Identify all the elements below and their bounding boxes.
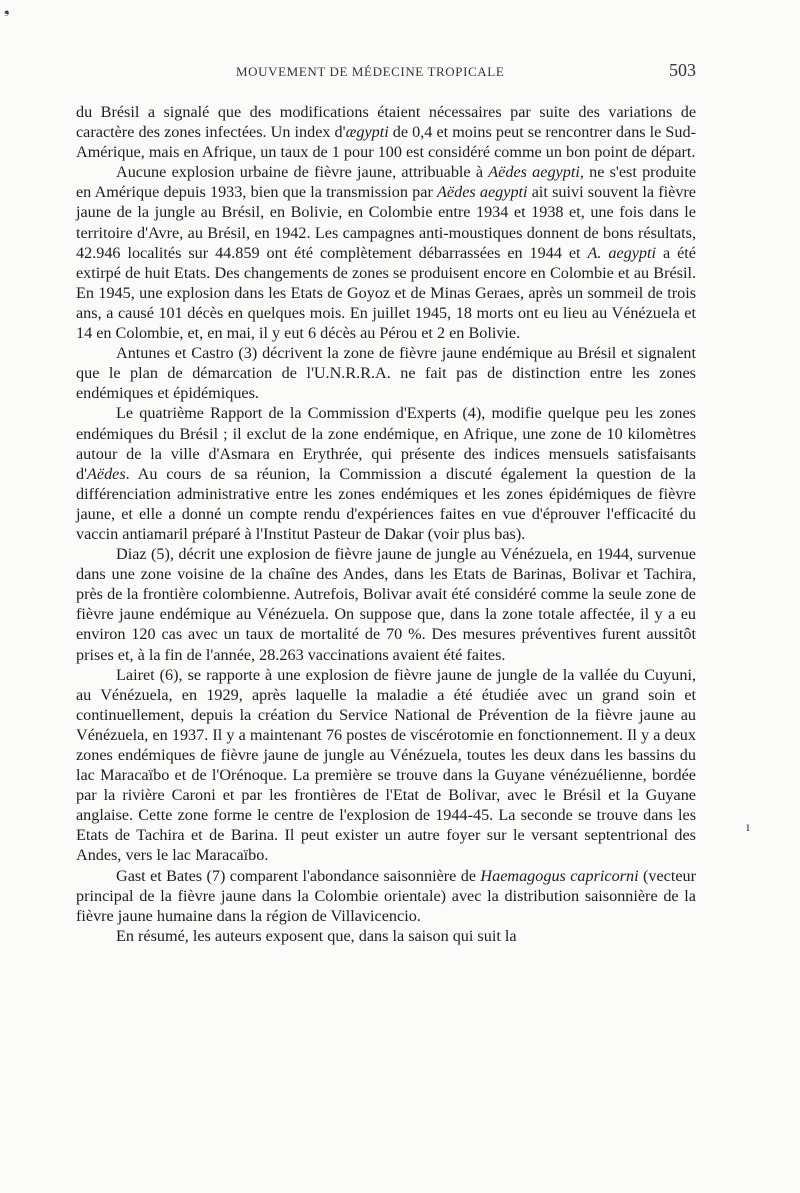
text-run: du Brésil a signalé que des modifications étaient nécessaires par suite des variations de caractère des zones infectées. Un index d' xyxy=(76,103,696,142)
paragraph xyxy=(76,102,696,162)
text-run: Le quatrième Rapport de la Commission d'Experts (4), modifie quelque peu les zones endémiques du Brésil ; il exclut de la zone endémique, en Afrique, une zone de 10 kilomètres autour de la ville d'Asmara en Erythrée, qui présente des indices mensuels satisfaisants d' xyxy=(76,404,696,483)
text-run: ait suivi souvent la fièvre jaune de la jungle au Brésil, en Bolivie, en Colombie entre 1934 et 1938 et, une fois dans le territoire d'Avre, au Brésil, en 1942. Les campagnes anti-moustiques donnent de bons résultats, 42.946 localités sur 44.859 ont été complètement débarrassées en 1944 et xyxy=(76,183,696,262)
text-run: a été extirpé de huit Etats. Des changements de zones se produisent encore en Colombie et au Brésil. En 1945, une explosion dans les Etats de Goyoz et de Minas Geraes, après un sommeil de trois ans, a causé 101 décès en quelques mois. En juillet 1945, 18 morts ont eu lieu au Vénézuela et 14 en Colombie, et, en mai, il y eut 6 décès au Pérou et 2 en Bolivie. xyxy=(76,243,696,343)
paragraph xyxy=(76,926,696,946)
running-title: MOUVEMENT DE MÉDECINE TROPICALE xyxy=(236,64,505,79)
text-run: Diaz (5), décrit une explosion de fièvre jaune de jungle au Vénézuela, en 1944, survenue dans une zone voisine de la chaîne des Andes, dans les Etats de Barinas, Bolivar et Tachira, près de la frontière colombienne. Autrefois, Bolivar avait été considéré comme la seule zone de fièvre jaune endémique au Vénézuela. On suppose que, dans la zone totale affectée, il y a eu environ 120 cas avec un taux de mortalité de 70 %. Des mesures préventives furent aussitôt prises et, à la fin de l'année, 28.263 vaccinations avaient été faites. xyxy=(76,545,696,664)
italic-term: Aëdes aegypti xyxy=(437,183,528,202)
text-run: Lairet (6), se rapporte à une explosion de fièvre jaune de jungle de la vallée du Cuyuni, au Vénézuela, en 1929, après laquelle la maladie a été étudiée avec un grand soin et continuellement, depuis la création du Service National de Prévention de la fièvre jaune au Vénézuela, en 1937. Il y a maintenant 76 postes de viscérotomie en fonctionnement. Il y a deux zones endémiques de fièvre jaune de jungle au Vénézuela, toutes les deux dans les bassins du lac Maracaïbo et de l'Orénoque. La première se trouve dans la Guyane vénézuélienne, bordée par la rivière Caroni et par les frontières de l'Etat de Bolivar, avec le Brésil et la Guyane anglaise. Cette zone forme le centre de l'explosion de 1944-45. La seconde se trouve dans les Etats de Tachira et de Barina. Il peut exister un autre foyer sur le versant septentrional des Andes, vers le lac Maracaïbo. xyxy=(76,665,696,865)
italic-term: ægypti xyxy=(345,123,389,142)
page-header xyxy=(76,58,696,88)
paragraph xyxy=(76,866,696,926)
italic-term: Aëdes xyxy=(87,464,126,483)
italic-term: Aëdes aegypti xyxy=(488,163,580,182)
page-number: 503 xyxy=(669,60,696,80)
book-page xyxy=(76,58,696,946)
text-run: En résumé, les auteurs exposent que, dans la saison qui suit la xyxy=(116,926,517,945)
paragraph xyxy=(76,665,696,866)
text-run: Antunes et Castro (3) décrivent la zone de fièvre jaune endémique au Brésil et signalent que le plan de démarcation de l'U.N.R.R.A. ne fait pas de distinction entre les zones endémiques et épidémiques. xyxy=(76,344,696,403)
body-text xyxy=(76,102,696,946)
paragraph xyxy=(76,403,696,544)
text-run: Gast et Bates (7) comparent l'abondance saisonnière de xyxy=(116,866,481,885)
italic-term: A. aegypti xyxy=(587,243,657,262)
text-run: Aucune explosion urbaine de fièvre jaune, attribuable à xyxy=(116,163,489,182)
paragraph xyxy=(76,343,696,403)
text-run: , ne s'est produite en Amérique depuis 1933, bien que la transmission par xyxy=(76,163,697,202)
margin-tick: ı xyxy=(746,820,750,835)
paragraph xyxy=(76,544,696,665)
text-run: de 0,4 et moins peut se rencontrer dans le Sud-Amérique, mais en Afrique, un taux de 1 pour 100 est considéré comme un bon point de départ. xyxy=(76,123,696,162)
italic-term: Haemagogus capricorni xyxy=(480,866,639,885)
text-run: . Au cours de sa réunion, la Commission a discuté également la question de la différenciation administrative entre les zones endémiques et les zones épidémiques de fièvre jaune, et elle a donné un compte rendu d'expériences faites en vue d'éprouver l'efficacité du vaccin antiamaril préparé à l'Institut Pasteur de Dakar (voir plus bas). xyxy=(76,464,696,543)
text-run: (vecteur principal de la fièvre jaune dans la Colombie orientale) avec la distribution saisonnière de la fièvre jaune humaine dans la région de Villavicencio. xyxy=(76,866,696,925)
paragraph xyxy=(76,162,696,343)
corner-mark: ❟ xyxy=(4,2,10,17)
